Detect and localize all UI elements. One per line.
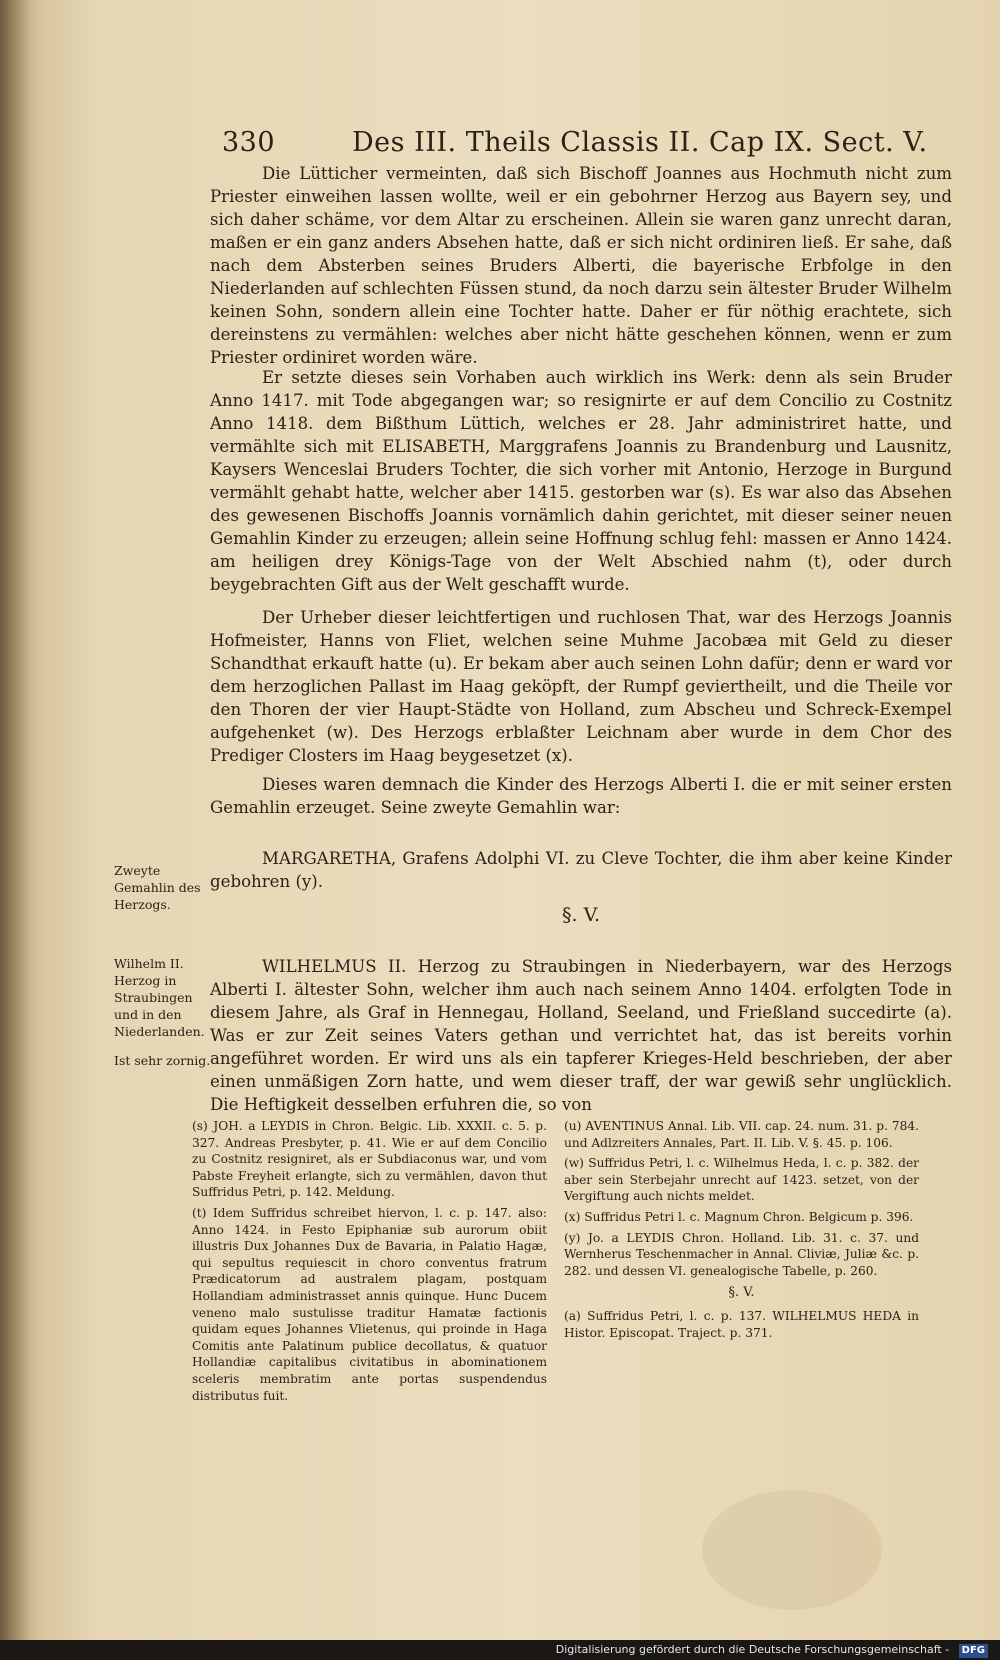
- dfg-logo: DFG: [959, 1644, 988, 1658]
- footnotes-right: [564, 1118, 919, 1345]
- paper-stain: [702, 1490, 882, 1610]
- book-page-edge: [0, 0, 42, 1640]
- footnote-w: (w) Suffridus Petri, l. c. Wilhelmus Heda, l. c. p. 382. der aber sein Sterbejahr unrecht auf 1423. setzet, von der Vergiftung auch nichts meldet.: [564, 1156, 919, 1204]
- paragraph-5: MARGARETHA, Grafens Adolphi VI. zu Cleve Tochter, die ihm aber keine Kinder gebohren (y).: [210, 849, 952, 891]
- book-page: [42, 0, 1000, 1640]
- footnote-t: (t) Idem Suffridus schreibet hiervon, l. c. p. 147. also: Anno 1424. in Festo Epiphaniæ sub aurorum obiit illustris Dux Johannes Dux de Bavaria, in Palatio Hagæ, qui sepultus requiescit in choro conventus fratrum Prædicatorum ad australem plagam, postquam Hollandiam administrasset annis quinque. Hunc Ducem veneno malo sustulisse traditur Hamatæ factionis quidam eques Johannes Vlietenus, qui proinde in Haga Comitis ante Palatinum publice decollatus, & quatuor Hollandiæ capitalibus civitatibus in abominationem sceleris membratim ante portas suspendendus distributus fuit.: [192, 1205, 547, 1403]
- marginal-note-2: Wilhelm II. Herzog in Straubingen und in den Niederlanden.: [114, 956, 205, 1039]
- footnote-x: (x) Suffridus Petri l. c. Magnum Chron. Belgicum p. 396.: [564, 1209, 914, 1224]
- page-number: 330: [222, 127, 276, 158]
- paragraph-6: WILHELMUS II. Herzog zu Straubingen in Niederbayern, war des Herzogs Alberti I. ältester Sohn, welcher ihm auch nach seinem Anno 1404. erfolgten Tode in diesem Jahre, als Graf in Hennegau, Holland, Seeland, und Frießland succedirte (a). Was er zur Zeit seines Vaters gethan und verrichtet hat, das ist bereits vorhin angeführet worden. Er wird uns als ein tapferer Krieges-Held beschrieben, der aber einen unmäßigen Zorn hatte, und wem dieser traff, der war gewiß sehr unglücklich. Die Heftigkeit desselben erfuhren die, so von: [210, 957, 952, 1114]
- marginal-note-1: Zweyte Gemahlin des Herzogs.: [114, 863, 201, 912]
- footer-bar: [0, 1640, 1000, 1660]
- paragraph-2: Er setzte dieses sein Vorhaben auch wirklich ins Werk: denn als sein Bruder Anno 1417. mit Tode abgegangen war; so resignirte er auf dem Concilio zu Costnitz Anno 1418. dem Bißthum Lüttich, welches er 28. Jahr administriret hatte, und vermählte sich mit ELISABETH, Marggrafens Joannis zu Brandenburg und Lausnitz, Kaysers Wenceslai Bruders Tochter, die sich vorher mit Antonio, Herzoge in Burgund vermählt gehabt hatte, welcher aber 1415. gestorben war (s). Es war also das Absehen des gewesenen Bischoffs Joannis vornämlich dahin gerichtet, mit dieser seiner neuen Gemahlin Kinder zu erzeugen; allein seine Hoffnung schlug fehl: massen er Anno 1424. am heiligen drey Königs-Tage von der Welt Abschied nahm (t), oder durch beygebrachten Gift aus der Welt geschafft wurde.: [210, 368, 952, 594]
- paragraph-1: Die Lütticher vermeinten, daß sich Bischoff Joannes aus Hochmuth nicht zum Priester einweihen lassen wollte, weil er ein gebohrner Herzog aus Bayern sey, und sich daher schäme, vor dem Altar zu erscheinen. Allein sie waren ganz unrecht daran, maßen er ein ganz anders Absehen hatte, daß er sich nicht ordiniren ließ. Er sahe, daß nach dem Absterben seines Bruders Alberti, die bayerische Erbfolge in den Niederlanden auf schlechten Füssen stund, da noch darzu sein ältester Bruder Wilhelm keinen Sohn, sondern allein eine Tochter hatte. Daher er für nöthig erachtete, sich dereinstens zu vermählen: welches aber nicht hätte geschehen können, wenn er zum Priester ordiniret worden wäre.: [210, 164, 952, 367]
- footnotes-left: [192, 1118, 547, 1408]
- paragraph-4: Dieses waren demnach die Kinder des Herzogs Alberti I. die er mit seiner ersten Gemahlin erzeuget. Seine zweyte Gemahlin war:: [210, 775, 952, 817]
- footnote-section-heading: §. V.: [728, 1285, 755, 1301]
- footer-credit: Digitalisierung gefördert durch die Deutsche Forschungsgemeinschaft -: [555, 1643, 950, 1656]
- footnote-u: (u) AVENTINUS Annal. Lib. VII. cap. 24. num. 31. p. 784. und Adlzreiters Annales, Part. II. Lib. V. §. 45. p. 106.: [564, 1119, 919, 1150]
- footnote-s: (s) JOH. a LEYDIS in Chron. Belgic. Lib. XXXII. c. 5. p. 327. Andreas Presbyter, p. 41. Wie er auf dem Concilio zu Costnitz resigniret, als er Subdiaconus war, und vom Pabste Freyheit erlangte, sich zu vermählen, davon thut Suffridus Petri, p. 142. Meldung.: [192, 1119, 547, 1200]
- running-header: [222, 127, 928, 161]
- section-heading: §. V.: [561, 904, 601, 926]
- paragraph-3: Der Urheber dieser leichtfertigen und ruchlosen That, war des Herzogs Joannis Hofmeister, Hanns von Fliet, welchen seine Muhme Jacobæa mit Geld zu dieser Schandthat erkauft hatte (u). Er bekam aber auch seinen Lohn dafür; denn er ward vor dem herzoglichen Pallast im Haag geköpft, der Rumpf geviertheilt, und die Theile vor den Thoren der vier Haupt-Städte von Holland, zum Abscheu und Schreck-Exempel aufgehenket (w). Des Herzogs erblaßter Leichnam aber wurde in dem Chor des Prediger Closters im Haag beygesetzet (x).: [210, 608, 952, 765]
- running-title: Des III. Theils Classis II. Cap IX. Sect. V.: [352, 127, 928, 158]
- footnote-y: (y) Jo. a LEYDIS Chron. Holland. Lib. 31. c. 37. und Wernherus Teschenmacher in Annal. Cliviæ, Juliæ &c. p. 282. und dessen VI. genealogische Tabelle, p. 260.: [564, 1230, 919, 1278]
- marginal-note-3: Ist sehr zornig.: [114, 1053, 211, 1068]
- footnote-a: (a) Suffridus Petri, l. c. p. 137. WILHELMUS HEDA in Histor. Episcopat. Traject. p. 371.: [564, 1308, 919, 1340]
